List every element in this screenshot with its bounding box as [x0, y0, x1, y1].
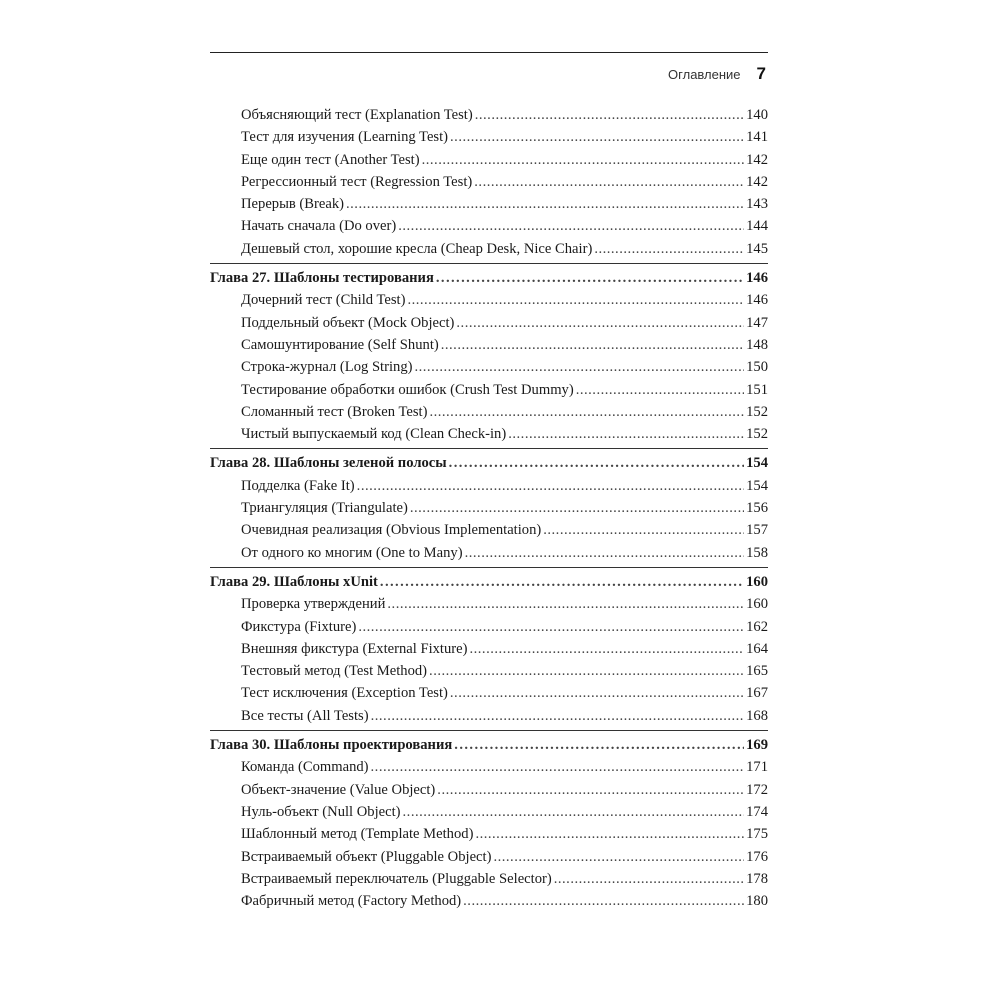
entry-page-number: 154 [746, 455, 768, 472]
toc-entry [210, 519, 768, 541]
entry-page-number: 160 [746, 596, 768, 613]
toc-entry [210, 660, 768, 682]
dot-leader [474, 171, 744, 193]
toc-entry [210, 312, 768, 334]
toc-chapter-block [210, 104, 768, 260]
entry-page-number: 178 [746, 870, 768, 887]
toc-entry [210, 846, 768, 868]
toc-entry [210, 705, 768, 727]
toc-chapter-heading [210, 267, 768, 289]
dot-leader [429, 401, 744, 423]
dot-leader [576, 379, 744, 401]
book-page [210, 52, 768, 912]
toc-entry [210, 104, 768, 126]
entry-title: Встраиваемый переключатель (Pluggable Selector) [241, 870, 552, 887]
toc-entry [210, 779, 768, 801]
entry-page-number: 152 [746, 426, 768, 443]
dot-leader [387, 593, 744, 615]
dot-leader [407, 289, 744, 311]
dot-leader [454, 734, 744, 756]
toc-entry [210, 171, 768, 193]
entry-page-number: 180 [746, 893, 768, 910]
entry-title: Триангуляция (Triangulate) [241, 500, 408, 517]
entry-page-number: 148 [746, 336, 768, 353]
dot-leader [456, 312, 744, 334]
dot-leader [398, 215, 744, 237]
entry-page-number: 146 [746, 292, 768, 309]
dot-leader [450, 682, 744, 704]
dot-leader [358, 616, 744, 638]
toc-chapter-block [210, 730, 768, 912]
section-name: Оглавление [668, 66, 741, 82]
entry-page-number: 143 [746, 196, 768, 213]
entry-page-number: 169 [746, 737, 768, 754]
dot-leader [543, 519, 744, 541]
entry-title: Очевидная реализация (Obvious Implementation) [241, 522, 542, 539]
entry-title: Команда (Command) [241, 759, 369, 776]
toc-chapter-heading [210, 571, 768, 593]
dot-leader [371, 705, 745, 727]
dot-leader [371, 756, 745, 778]
entry-title: Начать сначала (Do over) [241, 218, 397, 235]
entry-title: Тест исключения (Exception Test) [241, 685, 448, 702]
entry-title: Подделка (Fake It) [241, 477, 355, 494]
entry-page-number: 176 [746, 848, 768, 865]
entry-title: Самошунтирование (Self Shunt) [241, 336, 439, 353]
dot-leader [463, 890, 744, 912]
entry-title: Дочерний тест (Child Test) [241, 292, 406, 309]
toc-chapter-heading [210, 452, 768, 474]
entry-title: Тест для изучения (Learning Test) [241, 129, 449, 146]
entry-title: Объект-значение (Value Object) [241, 781, 436, 798]
dot-leader [414, 356, 744, 378]
entry-page-number: 151 [746, 381, 768, 398]
entry-title: Шаблонный метод (Template Method) [241, 826, 474, 843]
entry-page-number: 141 [746, 129, 768, 146]
entry-page-number: 175 [746, 826, 768, 843]
table-of-contents [210, 104, 768, 912]
toc-entry [210, 823, 768, 845]
entry-title: Сломанный тест (Broken Test) [241, 403, 428, 420]
entry-title: Фикстура (Fixture) [241, 618, 357, 635]
dot-leader [437, 779, 744, 801]
dot-leader [346, 193, 744, 215]
toc-entry [210, 356, 768, 378]
dot-leader [465, 542, 745, 564]
dot-leader [449, 452, 744, 474]
toc-entry [210, 542, 768, 564]
running-header [210, 52, 768, 91]
dot-leader [403, 801, 745, 823]
entry-page-number: 157 [746, 522, 768, 539]
entry-page-number: 146 [746, 270, 768, 287]
entry-title: От одного ко многим (One to Many) [241, 544, 463, 561]
entry-title: Тестирование обработки ошибок (Crush Test Dummy) [241, 381, 574, 398]
entry-title: Все тесты (All Tests) [241, 707, 369, 724]
entry-title: Глава 28. Шаблоны зеленой полосы [210, 455, 447, 472]
entry-page-number: 142 [746, 173, 768, 190]
dot-leader [441, 334, 744, 356]
toc-entry [210, 497, 768, 519]
entry-page-number: 150 [746, 359, 768, 376]
entry-page-number: 145 [746, 240, 768, 257]
entry-page-number: 171 [746, 759, 768, 776]
entry-title: Фабричный метод (Factory Method) [241, 893, 462, 910]
entry-title: Еще один тест (Another Test) [241, 151, 420, 168]
entry-page-number: 142 [746, 151, 768, 168]
entry-title: Глава 30. Шаблоны проектирования [210, 737, 453, 754]
entry-title: Поддельный объект (Mock Object) [241, 314, 455, 331]
entry-page-number: 160 [746, 573, 768, 590]
toc-entry [210, 890, 768, 912]
toc-entry [210, 593, 768, 615]
entry-page-number: 144 [746, 218, 768, 235]
toc-entry [210, 334, 768, 356]
entry-page-number: 167 [746, 685, 768, 702]
dot-leader [422, 149, 745, 171]
toc-chapter-block [210, 263, 768, 445]
entry-page-number: 156 [746, 500, 768, 517]
page-number: 7 [756, 64, 766, 83]
dot-leader [475, 104, 744, 126]
toc-entry [210, 801, 768, 823]
toc-entry [210, 756, 768, 778]
entry-title: Тестовый метод (Test Method) [241, 663, 428, 680]
entry-title: Перерыв (Break) [241, 196, 344, 213]
dot-leader [469, 638, 744, 660]
dot-leader [429, 660, 744, 682]
dot-leader [493, 846, 744, 868]
entry-page-number: 158 [746, 544, 768, 561]
dot-leader [436, 267, 744, 289]
entry-page-number: 164 [746, 640, 768, 657]
entry-title: Дешевый стол, хорошие кресла (Cheap Desk, Nice Chair) [241, 240, 593, 257]
toc-chapter-block [210, 567, 768, 727]
entry-title: Регрессионный тест (Regression Test) [241, 173, 473, 190]
entry-page-number: 152 [746, 403, 768, 420]
dot-leader [554, 868, 744, 890]
toc-entry [210, 289, 768, 311]
dot-leader [508, 423, 744, 445]
toc-entry [210, 401, 768, 423]
entry-title: Глава 27. Шаблоны тестирования [210, 270, 434, 287]
dot-leader [475, 823, 744, 845]
dot-leader [380, 571, 744, 593]
entry-title: Нуль-объект (Null Object) [241, 803, 401, 820]
toc-entry [210, 379, 768, 401]
toc-entry [210, 475, 768, 497]
entry-page-number: 154 [746, 477, 768, 494]
toc-entry [210, 423, 768, 445]
entry-title: Объясняющий тест (Explanation Test) [241, 107, 473, 123]
entry-title: Внешняя фикстура (External Fixture) [241, 640, 468, 657]
dot-leader [357, 475, 744, 497]
toc-entry [210, 868, 768, 890]
toc-chapter-block [210, 448, 768, 563]
entry-page-number: 147 [746, 314, 768, 331]
entry-title: Глава 29. Шаблоны xUnit [210, 573, 378, 590]
toc-entry [210, 149, 768, 171]
toc-entry [210, 193, 768, 215]
entry-page-number: 165 [746, 663, 768, 680]
entry-page-number: 174 [746, 803, 768, 820]
entry-title: Проверка утверждений [241, 596, 386, 613]
toc-entry [210, 238, 768, 260]
toc-chapter-heading [210, 734, 768, 756]
entry-page-number: 172 [746, 781, 768, 798]
toc-entry [210, 616, 768, 638]
dot-leader [410, 497, 744, 519]
entry-page-number: 168 [746, 707, 768, 724]
entry-page-number: 162 [746, 618, 768, 635]
dot-leader [450, 126, 744, 148]
toc-entry [210, 215, 768, 237]
toc-entry [210, 126, 768, 148]
toc-entry [210, 638, 768, 660]
entry-page-number: 140 [746, 107, 768, 123]
dot-leader [594, 238, 744, 260]
entry-title: Встраиваемый объект (Pluggable Object) [241, 848, 492, 865]
toc-entry [210, 682, 768, 704]
entry-title: Чистый выпускаемый код (Clean Check-in) [241, 426, 507, 443]
entry-title: Строка-журнал (Log String) [241, 359, 413, 376]
